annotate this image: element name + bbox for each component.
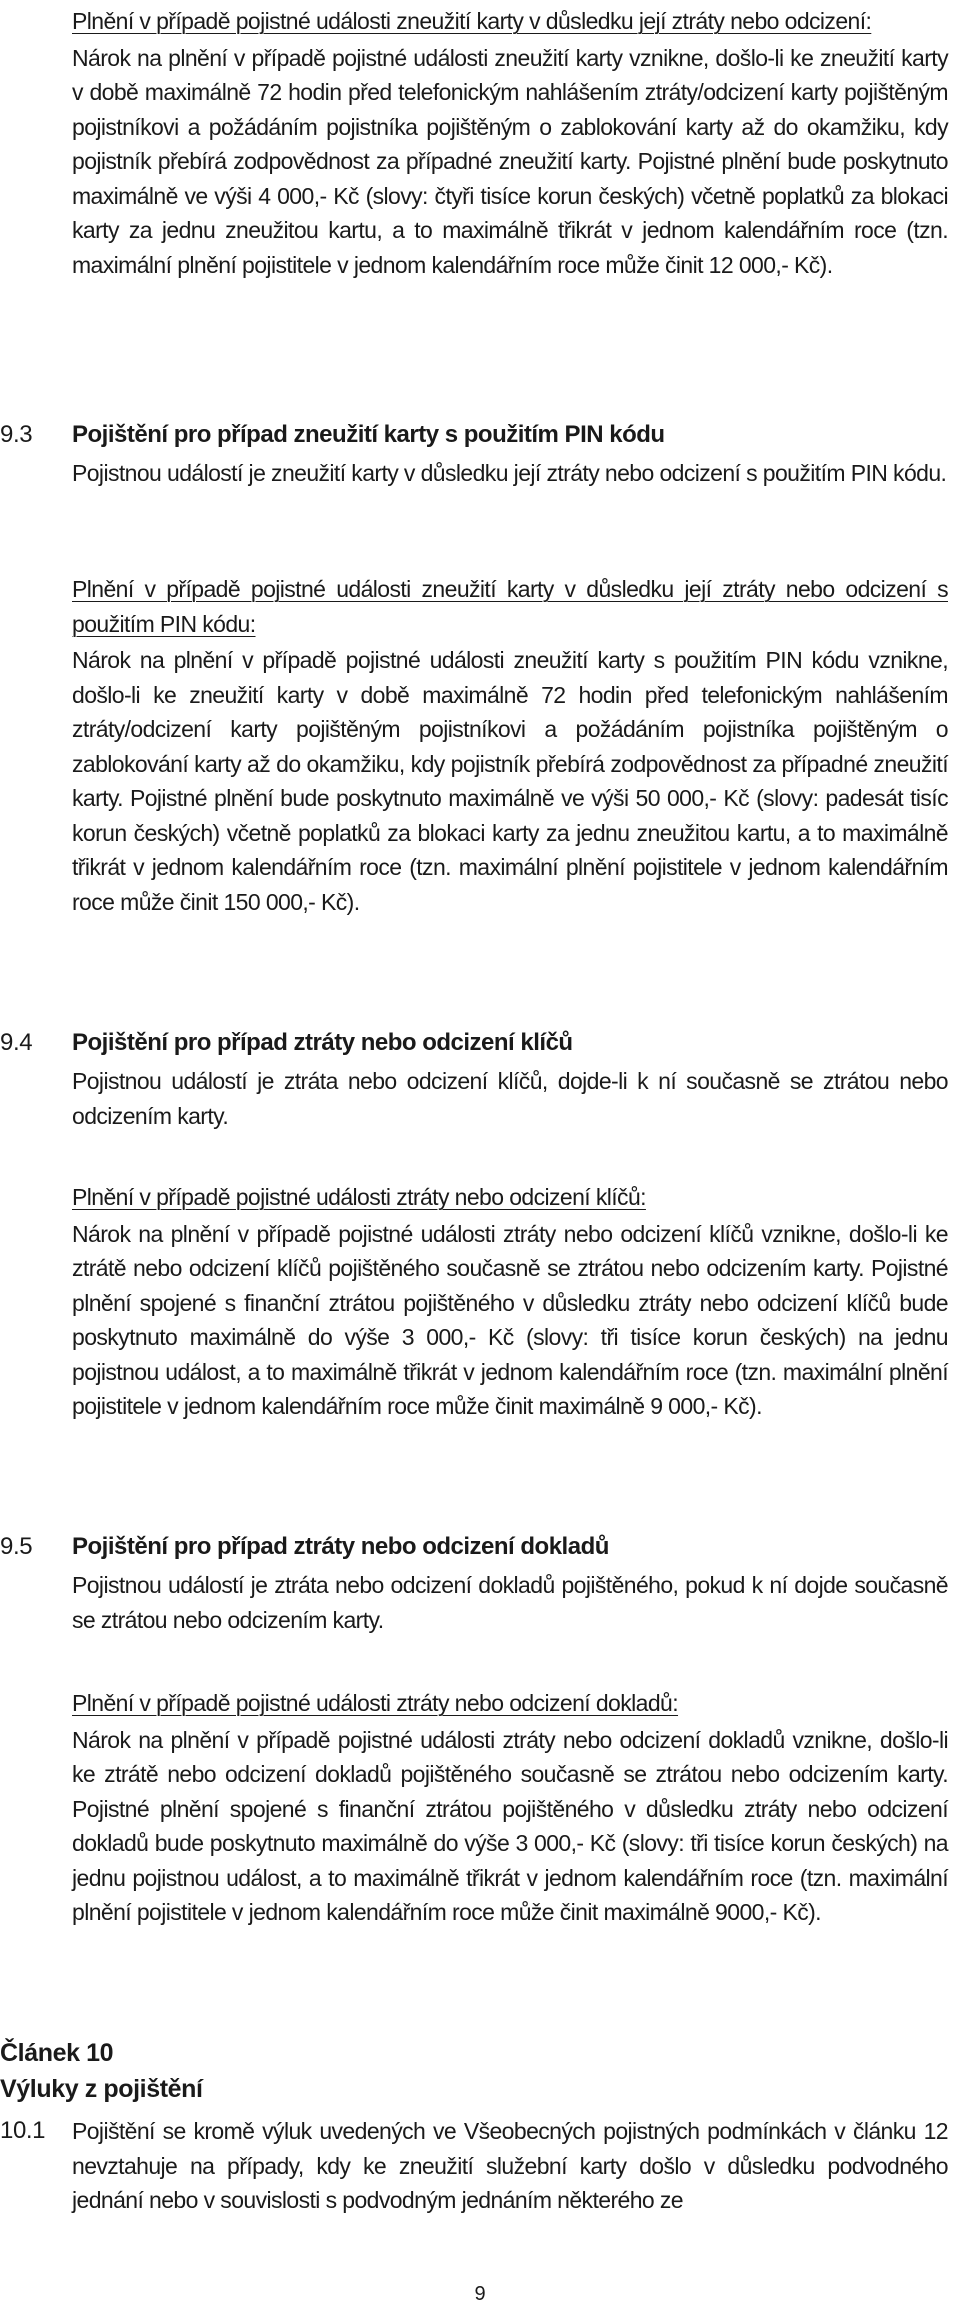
intro-benefit-block (72, 4, 948, 282)
page-number: 9 (474, 2283, 486, 2305)
section-title: Pojištění pro případ ztráty nebo odcizení klíčů (72, 1029, 573, 1056)
section-definition-block (72, 456, 948, 491)
article-item-text: Pojištění se kromě výluk uvedených ve Všeobecných pojistných podmínkách v článku 12 nevztahuje na případy, kdy ke zneužití služební karty došlo v důsledku podvodného jednání nebo v souvislosti s podvodným jednáním některého ze (72, 2118, 948, 2213)
article-label: Článek 10 (0, 2039, 114, 2067)
section-title: Pojištění pro případ zneužití karty s použitím PIN kódu (72, 421, 665, 448)
benefit-body: Nárok na plnění v případě pojistné události zneužití karty vznikne, došlo-li ke zneužití karty v době maximálně 72 hodin před telefonickým nahlášením ztráty/odcizení karty pojištěným pojistníkovi a požádáním pojistníka pojištěným o zablokování karty až do okamžiku, kdy pojistník přebírá zodpovědnost za případné zneužití karty. Pojistné plnění bude poskytnuto maximálně ve výši 4 000,- Kč (slovy: čtyři tisíce korun českých) včetně poplatků za blokaci karty za jednu zneužitou kartu, a to maximálně třikrát v jednom kalendářním roce (tzn. maximální plnění pojistitele v jednom kalendářním roce může činit 12 000,- Kč). (72, 44, 948, 278)
section-benefit-block (72, 572, 948, 919)
article-item-block (72, 2114, 948, 2218)
article-item-number: 10.1 (0, 2117, 46, 2144)
section-title: Pojištění pro případ ztráty nebo odcizení dokladů (72, 1533, 609, 1560)
benefit-heading: Plnění v případě pojistné události ztráty nebo odcizení klíčů: (72, 1184, 646, 1210)
section-definition: Pojistnou událostí je zneužití karty v důsledku její ztráty nebo odcizení s použitím PIN kódu. (72, 460, 947, 486)
benefit-body: Nárok na plnění v případě pojistné události ztráty nebo odcizení klíčů vznikne, došlo-li ke ztrátě nebo odcizení klíčů pojištěného současně se ztrátou nebo odcizením karty. Pojistné plnění spojené s finanční ztrátou pojištěného v důsledku ztráty nebo odcizení klíčů bude poskytnuto maximálně do výše 3 000,- Kč (slovy: tři tisíce korun českých) na jednu pojistnou událost, a to maximálně třikrát v jednom kalendářním roce (tzn. maximální plnění pojistitele v jednom kalendářním roce může činit maximálně 9 000,- Kč). (72, 1220, 948, 1419)
section-benefit-block (72, 1180, 948, 1424)
benefit-heading: Plnění v případě pojistné události zneužití karty v důsledku její ztráty nebo odcizení: (72, 8, 872, 34)
benefit-heading: Plnění v případě pojistné události zneužití karty v důsledku její ztráty nebo odcizení s použitím PIN kódu: (72, 576, 948, 637)
section-definition-block (72, 1568, 948, 1637)
benefit-body: Nárok na plnění v případě pojistné události zneužití karty s použitím PIN kódu vznikne, došlo-li ke zneužití karty v době maximálně 72 hodin před telefonickým nahlášením ztráty/odcizení karty pojištěným pojistníkovi a požádáním pojistníka pojištěným o zablokování karty až do okamžiku, kdy pojistník přebírá zodpovědnost za případné zneužití karty. Pojistné plnění bude poskytnuto maximálně ve výši 50 000,- Kč (slovy: padesát tisíc korun českých) včetně poplatků za blokaci karty za jednu zneužitou kartu, a to maximálně třikrát v jednom kalendářním roce (tzn. maximální plnění pojistitele v jednom kalendářním roce může činit 150 000,- Kč). (72, 647, 948, 915)
section-definition-block (72, 1064, 948, 1133)
section-number: 9.3 (0, 421, 33, 448)
article-title: Výluky z pojištění (0, 2075, 203, 2103)
section-definition: Pojistnou událostí je ztráta nebo odcizení dokladů pojištěného, pokud k ní dojde současně se ztrátou nebo odcizením karty. (72, 1572, 948, 1633)
section-benefit-block (72, 1686, 948, 1930)
section-number: 9.4 (0, 1029, 33, 1056)
section-number: 9.5 (0, 1533, 33, 1560)
benefit-body: Nárok na plnění v případě pojistné události ztráty nebo odcizení dokladů vznikne, došlo-li ke ztrátě nebo odcizení dokladů pojištěného současně se ztrátou nebo odcizením karty. Pojistné plnění spojené s finanční ztrátou pojištěného v důsledku ztráty nebo odcizení dokladů bude poskytnuto maximálně do výše 3 000,- Kč (slovy: tři tisíce korun českých) na jednu pojistnou událost, a to maximálně třikrát v jednom kalendářním roce (tzn. maximální plnění pojistitele v jednom kalendářním roce může činit maximálně 9000,- Kč). (72, 1726, 948, 1925)
benefit-heading: Plnění v případě pojistné události ztráty nebo odcizení dokladů: (72, 1690, 679, 1716)
section-definition: Pojistnou událostí je ztráta nebo odcizení klíčů, dojde-li k ní současně se ztrátou nebo odcizením karty. (72, 1068, 948, 1129)
